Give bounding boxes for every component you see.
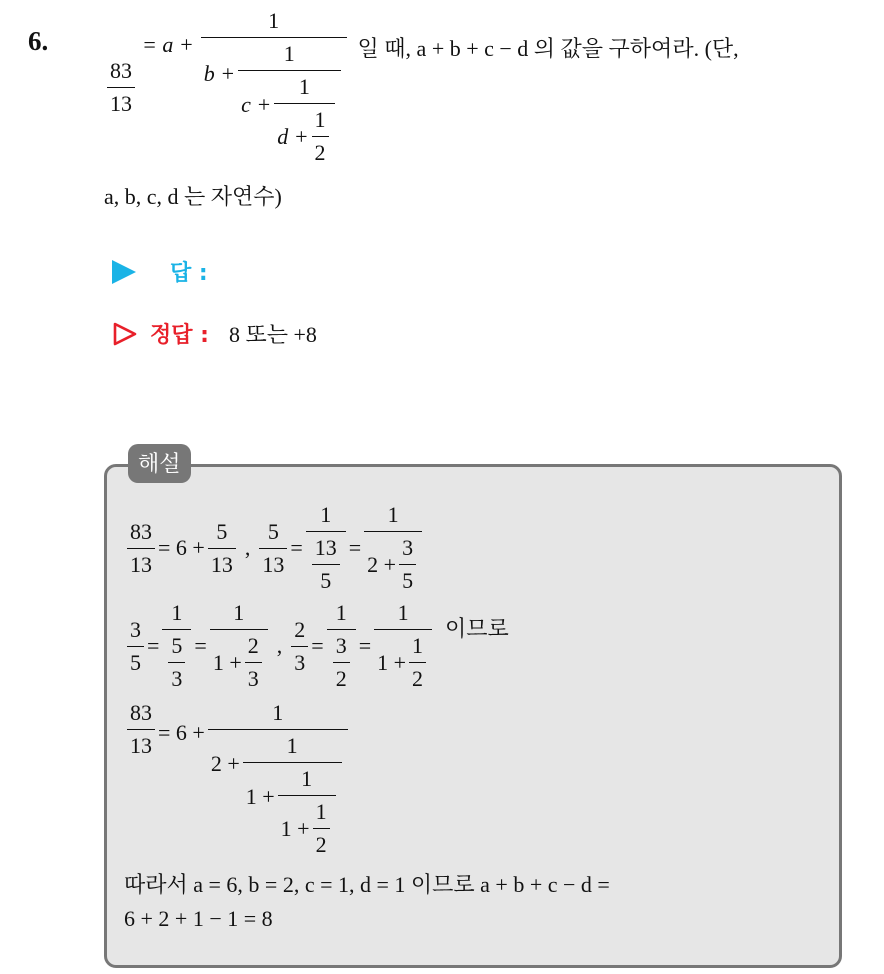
question-suffix: 일 때, a + b + c − d 의 값을 구하여라. (단, <box>357 36 739 61</box>
solution-line-2: $\frac{3}{5}$ = $\frac{1}{\frac{5}{3}}$ = 1 1 + $\frac{2}{3}$ , $\frac{2}{3}$ = $\frac{1}{\frac{3}{2}}$ = 1 1 + $\frac{1}{2}$ 이므로 <box>124 600 509 692</box>
answer-label: 답 : <box>170 261 208 286</box>
solution-line-4: 따라서 a = 6, b = 2, c = 1, d = 1 이므로 a + b + c − d = <box>124 872 610 897</box>
outline-triangle-icon <box>112 321 138 347</box>
equals-a: = a + <box>142 32 194 57</box>
correct-label: 정답 : <box>150 323 209 348</box>
correct-value: 8 또는 +8 <box>228 322 317 347</box>
continued-fraction: 1 b + 1 c + 1 d + $\frac{1}{2}$ <box>201 8 347 166</box>
lhs-fraction: $\frac{83}{13}$ <box>107 58 135 117</box>
solution-line-3: $\frac{83}{13}$ = 6 + 1 2 + 1 1 + 1 1 + $\frac{1}{2}$ <box>124 700 351 858</box>
solution-tag: 해설 <box>128 444 191 483</box>
solution-line-5: 6 + 2 + 1 − 1 = 8 <box>124 906 273 931</box>
answer-row <box>112 256 208 287</box>
question-statement <box>104 8 739 166</box>
question-number: 6. <box>28 26 49 56</box>
play-triangle-icon <box>112 260 136 284</box>
question-condition: a, b, c, d 는 자연수) <box>104 184 282 209</box>
solution-line-1: $\frac{83}{13}$ = 6 + $\frac{5}{13}$ , $\frac{5}{13}$ = $\frac{1}{\frac{13}{5}}$ = 1 2 + $\frac{3}{5}$ <box>124 502 425 594</box>
correct-answer-row <box>112 318 317 349</box>
